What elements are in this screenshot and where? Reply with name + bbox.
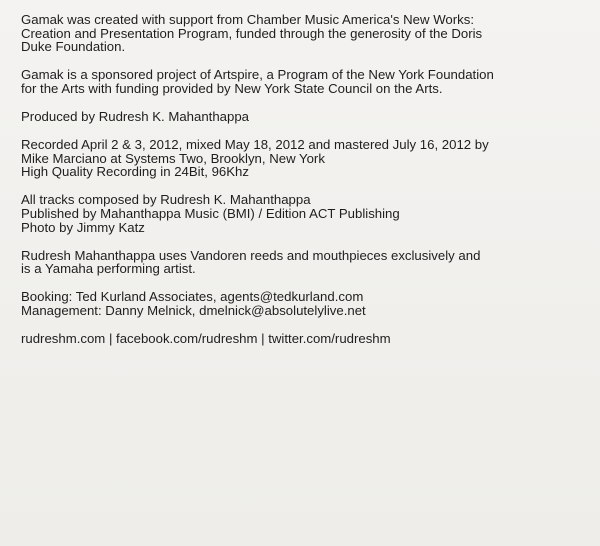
paragraph-recording-info <box>21 138 581 179</box>
text-line: Produced by Rudresh K. Mahanthappa <box>21 108 249 124</box>
text-line: Creation and Presentation Program, funded through the generosity of the Doris <box>21 25 483 41</box>
text-line: for the Arts with funding provided by New York State Council on the Arts. <box>21 80 443 96</box>
paragraph-contacts <box>21 290 581 317</box>
text-line: Gamak was created with support from Chamber Music America's New Works: <box>21 12 474 27</box>
text-line: Photo by Jimmy Katz <box>21 219 145 235</box>
paragraph-sponsorship <box>21 68 581 95</box>
paragraph-web-links <box>21 332 581 346</box>
text-line: High Quality Recording in 24Bit, 96Khz <box>21 164 249 180</box>
text-line: Recorded April 2 & 3, 2012, mixed May 18, 2012 and mastered July 16, 2012 by <box>21 137 489 153</box>
text-line-booking: Booking: Ted Kurland Associates, agents@tedkurland.com <box>21 289 364 305</box>
text-line: Duke Foundation. <box>21 39 126 55</box>
text-line: Gamak is a sponsored project of Artspire, a Program of the New York Foundation <box>21 67 494 83</box>
web-links-line: rudreshm.com | facebook.com/rudreshm | twitter.com/rudreshm <box>21 331 391 346</box>
text-line-management: Management: Danny Melnick, dmelnick@absolutelylive.net <box>21 302 366 318</box>
paragraph-producer <box>21 110 581 124</box>
paragraph-endorsements <box>21 249 581 276</box>
text-line: Mike Marciano at Systems Two, Brooklyn, New York <box>21 150 325 166</box>
text-line: Published by Mahanthappa Music (BMI) / Edition ACT Publishing <box>21 205 400 221</box>
credits-text-block <box>21 13 581 360</box>
text-line: Rudresh Mahanthappa uses Vandoren reeds and mouthpieces exclusively and <box>21 247 481 263</box>
text-line: All tracks composed by Rudresh K. Mahanthappa <box>21 192 311 208</box>
paragraph-composition-publishing <box>21 193 581 234</box>
paragraph-funding-support <box>21 13 581 54</box>
text-line: is a Yamaha performing artist. <box>21 261 196 277</box>
